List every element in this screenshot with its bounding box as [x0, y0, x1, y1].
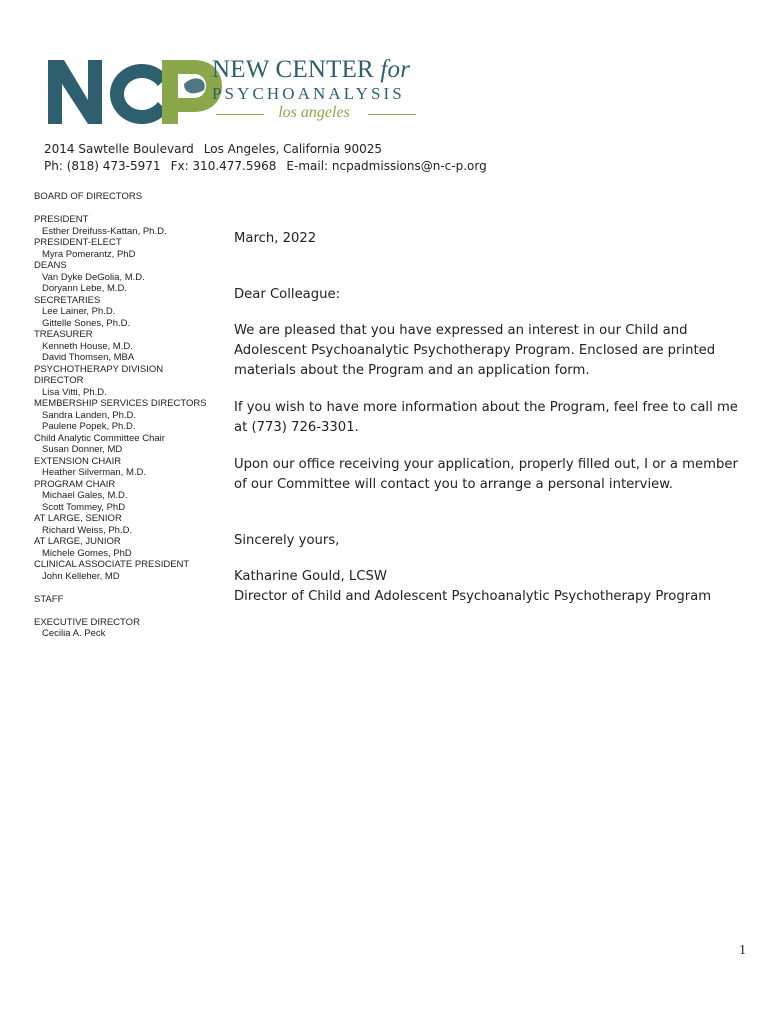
- board-role: DIRECTOR: [34, 375, 84, 386]
- board-member: Lee Lainer, Ph.D.: [42, 306, 116, 317]
- board-role: PRESIDENT-ELECT: [34, 237, 122, 248]
- board-role: PROGRAM CHAIR: [34, 478, 116, 490]
- org-name-line1: NEW CENTER for: [212, 56, 411, 83]
- page-number: 1: [739, 943, 746, 958]
- address-street: 2014 Sawtelle Boulevard: [44, 142, 194, 156]
- board-role: AT LARGE, SENIOR: [34, 513, 122, 524]
- letter-paragraph-3-line-1: Upon our office receiving your application, properly filled out, I or a member: [234, 457, 738, 472]
- board-member: Van Dyke DeGolia, M.D.: [42, 271, 145, 283]
- letter-paragraph-1: We are pleased that you have expressed an interest in our Child and Adolescent Psychoanalytic Psychotherapy Program. Enclosed are printed materials about the Program and an application form.: [234, 323, 716, 378]
- board-member: Gittelle Sones, Ph.D.: [42, 317, 131, 329]
- address-line: [44, 141, 487, 158]
- board-member: Lisa Vitti, Ph.D.: [42, 386, 107, 398]
- org-name-for: for: [380, 56, 411, 83]
- board-member: Michele Gomes, PhD: [42, 547, 132, 559]
- staff-heading: STAFF: [34, 593, 64, 605]
- board-sidebar: [34, 191, 224, 640]
- board-role: CLINICAL ASSOCIATE PRESIDENT: [34, 559, 190, 570]
- board-role: TREASURER: [34, 329, 93, 340]
- board-role: MEMBERSHIP SERVICES DIRECTORS: [34, 398, 207, 409]
- fax-number: Fx: 310.477.5968: [170, 159, 277, 173]
- letter-salutation: Dear Colleague:: [234, 287, 341, 302]
- email-address: E-mail: ncpadmissions@n-c-p.org: [286, 159, 487, 173]
- board-member: Richard Weiss, Ph.D.: [42, 524, 133, 536]
- board-role: EXTENSION CHAIR: [34, 455, 122, 467]
- board-member: Sandra Landen, Ph.D.: [42, 409, 137, 421]
- org-name: [212, 56, 422, 122]
- contact-line: [44, 158, 487, 175]
- staff-role: EXECUTIVE DIRECTOR: [34, 616, 140, 628]
- board-heading: BOARD OF DIRECTORS: [34, 191, 143, 202]
- letter-body: [234, 229, 744, 607]
- board-member: Scott Tommey, PhD: [42, 501, 126, 513]
- letter-paragraph-2-line-2: at (773) 726-3301.: [234, 420, 359, 435]
- board-member: Michael Gales, M.D.: [42, 490, 128, 501]
- board-member: Esther Dreifuss-Kattan, Ph.D.: [42, 225, 167, 237]
- letter-date: March, 2022: [234, 231, 317, 246]
- org-name-line3: los angeles: [212, 104, 416, 122]
- board-member: Kenneth House, M.D.: [42, 340, 133, 352]
- letter-closing: Sincerely yours,: [234, 533, 340, 548]
- decorative-rule-left: [216, 114, 264, 115]
- board-member: Doryann Lebe, M.D.: [42, 283, 128, 294]
- decorative-rule-right: [368, 114, 416, 115]
- signer-title: Director of Child and Adolescent Psychoanalytic Psychotherapy Program: [234, 589, 712, 604]
- phone-number: Ph: (818) 473-5971: [44, 159, 161, 173]
- letter-paragraph-3-line-2: of our Committee will contact you to arrange a personal interview.: [234, 477, 673, 492]
- board-member: Myra Pomerantz, PhD: [42, 248, 136, 260]
- signer-name: Katharine Gould, LCSW: [234, 569, 387, 584]
- board-role: DEANS: [34, 260, 67, 271]
- board-member: Heather Silverman, M.D.: [42, 467, 147, 478]
- address-city: Los Angeles, California 90025: [203, 142, 383, 156]
- board-member: Susan Donner, MD: [42, 444, 123, 455]
- address-block: [44, 141, 487, 175]
- staff-person: Cecilia A. Peck: [42, 628, 106, 639]
- logo-letter-n: [48, 60, 102, 124]
- logo-leaf-accent: [184, 78, 205, 93]
- letter-paragraph-2-line-1: If you wish to have more information about the Program, feel free to call me: [234, 400, 738, 415]
- board-role: AT LARGE, JUNIOR: [34, 536, 121, 547]
- board-entries: [34, 214, 224, 582]
- logo-letter-c: [110, 64, 168, 124]
- board-role: PRESIDENT: [34, 214, 89, 225]
- board-role: SECRETARIES: [34, 294, 101, 306]
- org-name-line2: PSYCHOANALYSIS: [212, 84, 405, 103]
- board-role: PSYCHOTHERAPY DIVISION: [34, 363, 164, 375]
- board-role: Child Analytic Committee Chair: [34, 432, 165, 444]
- board-member: Paulene Popek, Ph.D.: [42, 421, 136, 432]
- board-member: John Kelleher, MD: [42, 570, 120, 582]
- board-member: David Thomsen, MBA: [42, 352, 135, 363]
